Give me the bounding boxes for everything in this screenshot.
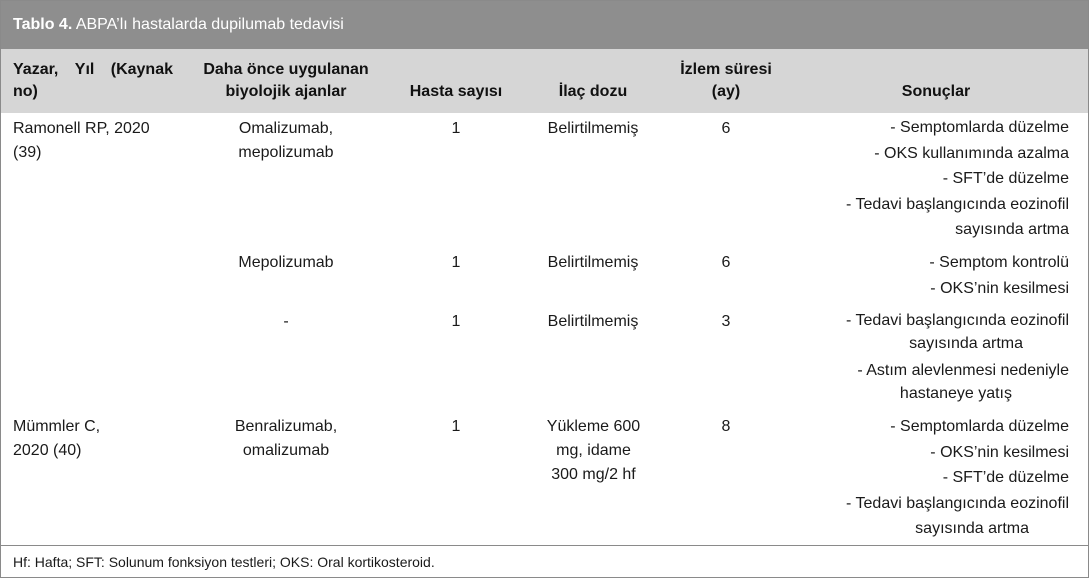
row1-agents-line1: Omalizumab, <box>238 120 334 137</box>
row1-author-line1: Ramonell RP, 2020 <box>13 120 150 137</box>
row2-patients: 1 <box>451 254 461 271</box>
table-footnote: Hf: Hafta; SFT: Solunum fonksiyon testleri; OKS: Oral kortikosteroid. <box>1 545 1088 577</box>
row2-agents: Mepolizumab <box>238 254 334 271</box>
list-item: sayısında artma <box>955 221 1069 238</box>
header-agents <box>186 59 386 103</box>
row4-dose-line3: 300 mg/2 hf <box>551 466 636 483</box>
header-agents-line1: Daha önce uygulanan <box>203 61 369 78</box>
list-item: - Semptom kontrolü <box>929 254 1069 271</box>
row1-author <box>13 117 183 165</box>
list-item: - Semptomlarda düzelme <box>890 418 1069 435</box>
list-item: sayısında artma <box>909 335 1023 352</box>
row4-dose <box>516 415 671 487</box>
row3-patients: 1 <box>451 313 461 330</box>
row1-agents-line2: mepolizumab <box>238 144 334 161</box>
row4-patients: 1 <box>451 418 461 435</box>
header-agents-line2: biyolojik ajanlar <box>225 83 347 100</box>
list-item: - Tedavi başlangıcında eozinofil <box>846 312 1069 329</box>
row3-dose: Belirtilmemiş <box>547 313 639 330</box>
list-item: - Astım alevlenmesi nedeniyle <box>857 362 1069 379</box>
row4-followup: 8 <box>721 418 731 435</box>
row4-agents <box>186 415 386 463</box>
row1-agents <box>186 117 386 165</box>
header-author-word: Yazar, <box>13 61 59 78</box>
list-item: - OKS’nin kesilmesi <box>930 279 1069 297</box>
row1-author-line2: (39) <box>13 144 42 161</box>
header-dose: İlaç dozu <box>558 83 628 100</box>
header-author-word: (Kaynak <box>110 61 173 78</box>
row1-dose: Belirtilmemiş <box>547 120 639 137</box>
header-followup-line1: İzlem süresi <box>680 61 772 78</box>
table-title <box>1 1 1088 49</box>
row4-author-line1: Mümmler C, <box>13 418 101 435</box>
list-item: - SFT’de düzelme <box>942 469 1069 486</box>
row1-followup: 6 <box>721 120 731 137</box>
header-followup-line2: (ay) <box>711 83 741 100</box>
row3-followup: 3 <box>721 313 731 330</box>
header-author-word: Yıl <box>74 61 95 78</box>
row2-followup: 6 <box>721 254 731 271</box>
row3-agents: - <box>283 313 289 330</box>
list-item: - OKS’nin kesilmesi <box>930 443 1069 461</box>
table-header-row <box>1 49 1088 113</box>
row4-author <box>13 415 183 463</box>
header-patients: Hasta sayısı <box>409 83 503 100</box>
header-author <box>13 59 173 103</box>
table-title-text: ABPA’lı hastalarda dupilumab tedavisi <box>75 16 344 33</box>
header-author-line2: no) <box>13 83 38 100</box>
list-item: sayısında artma <box>915 520 1029 537</box>
list-item: hastaneye yatış <box>899 385 1012 402</box>
row4-agents-line2: omalizumab <box>242 442 330 459</box>
header-author-line1 <box>13 59 173 81</box>
header-followup <box>666 59 786 103</box>
list-item: - Tedavi başlangıcında eozinofil <box>846 195 1069 213</box>
row4-results <box>761 414 1069 542</box>
row3-results <box>761 309 1069 405</box>
header-results: Sonuçlar <box>901 83 971 100</box>
row4-dose-line2: mg, idame <box>556 442 631 459</box>
row1-patients: 1 <box>451 120 461 137</box>
row4-author-line2: 2020 (40) <box>13 442 82 459</box>
row4-agents-line1: Benralizumab, <box>234 418 338 435</box>
row2-dose: Belirtilmemiş <box>547 254 639 271</box>
row2-results <box>761 250 1069 301</box>
list-item: - OKS kullanımında azalma <box>874 144 1069 162</box>
list-item: - Semptomlarda düzelme <box>890 119 1069 136</box>
row4-dose-line1: Yükleme 600 <box>546 418 641 435</box>
table-title-label: Tablo 4. <box>13 16 73 33</box>
row1-results <box>761 115 1069 243</box>
list-item: - SFT’de düzelme <box>942 170 1069 187</box>
list-item: - Tedavi başlangıcında eozinofil <box>846 494 1069 512</box>
